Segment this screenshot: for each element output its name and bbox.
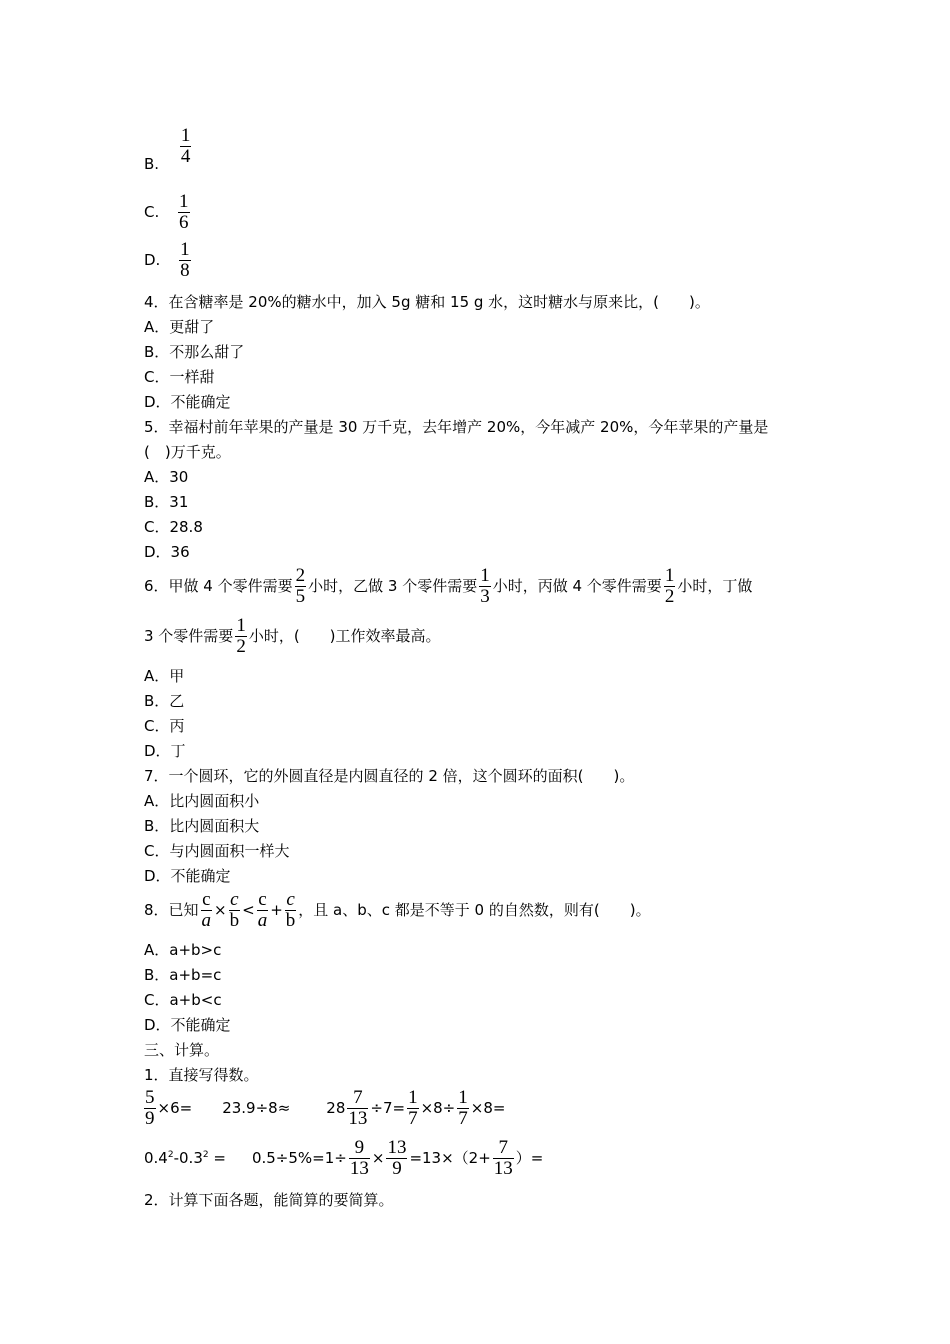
q4-option-d: D．不能确定: [144, 393, 231, 411]
q8-stem: [144, 890, 651, 931]
q6-stem-line1: [144, 566, 752, 607]
superscript: 2: [202, 1150, 209, 1160]
fraction: $\frac{1}{6}$: [179, 191, 189, 233]
q6-text: 小时，丁做: [677, 577, 753, 595]
option-label: C.: [144, 203, 160, 221]
fraction: $\frac{1}{3}$: [480, 565, 490, 607]
fraction: $\frac{c}{a}$: [257, 889, 268, 931]
calc-text: 28: [326, 1099, 346, 1117]
operator: +: [270, 901, 283, 919]
calc-row-2: [144, 1138, 543, 1179]
q5-option-c: C．28.8: [144, 518, 203, 536]
calc-text: 0.4: [144, 1149, 168, 1167]
option-label: D.: [144, 251, 161, 269]
fraction: $\frac{1}{2}$: [664, 565, 675, 607]
q8-text: ，且 a、b、c 都是不等于 0 的自然数，则有( )。: [298, 901, 651, 919]
calc-text: ）=: [515, 1149, 544, 1167]
q7-stem: 7．一个圆环，它的外圆直径是内圆直径的 2 倍，这个圆环的面积( )。: [144, 767, 635, 785]
q6-text: 小时，丙做 4 个零件需要: [492, 577, 662, 595]
calc-text: 0.5÷5%=1÷: [251, 1149, 347, 1167]
fraction: $\frac{1}{8}$: [180, 239, 190, 281]
fraction: $\frac{7}{13}$: [348, 1087, 368, 1129]
q8-option-a: A．a+b>c: [144, 941, 222, 959]
fraction: $\frac{7}{13}$: [493, 1137, 513, 1179]
section-heading: 三、计算。: [144, 1041, 220, 1059]
operator: <: [242, 901, 255, 919]
q7-option-b: B．比内圆面积大: [144, 817, 260, 835]
q6-text: 6．甲做 4 个零件需要: [144, 577, 293, 595]
q6-option-c: C．丙: [144, 717, 185, 735]
calc-text: ×: [371, 1149, 385, 1167]
calc-text: -0.3: [173, 1149, 203, 1167]
fraction: $\frac{c}{b}$: [229, 889, 240, 931]
q6-stem-line2: [144, 616, 441, 657]
q4-option-a: A．更甜了: [144, 318, 215, 336]
q5-option-b: B．31: [144, 493, 189, 511]
fraction: $\frac{1}{2}$: [236, 615, 246, 657]
q7-option-d: D．不能确定: [144, 867, 231, 885]
q6-text: 小时，乙做 3 个零件需要: [308, 577, 478, 595]
q3-option-d: [144, 240, 193, 281]
q4-option-b: B．不那么甜了: [144, 343, 245, 361]
q5-option-a: A．30: [144, 468, 189, 486]
calc-text: ×6=: [157, 1099, 193, 1117]
q4-option-c: C．一样甜: [144, 368, 215, 386]
q5-stem-line1: 5．幸福村前年苹果的产量是 30 万千克，去年增产 20%，今年减产 20%，今年苹果的产量是: [144, 418, 769, 436]
calc-text: =13×（2+: [409, 1149, 491, 1167]
fraction: $\frac{c}{a}$: [201, 889, 212, 931]
fraction: $\frac{1}{4}$: [180, 125, 191, 167]
q5-stem-line2: ( )万千克。: [144, 443, 231, 461]
fraction: $\frac{c}{b}$: [285, 889, 296, 931]
q7-option-a: A．比内圆面积小: [144, 792, 260, 810]
option-label: B.: [144, 155, 160, 173]
q5-option-d: D．36: [144, 543, 190, 561]
q6-text: 3 个零件需要: [144, 627, 234, 645]
fraction: $\frac{5}{9}$: [145, 1087, 155, 1129]
q8-text: 8．已知: [144, 901, 199, 919]
fraction: $\frac{2}{5}$: [295, 565, 306, 607]
q3-option-b: [144, 126, 193, 174]
calc-text: =: [208, 1149, 226, 1167]
calc-text: ×8÷: [420, 1099, 456, 1117]
fraction: $\frac{1}{7}$: [458, 1087, 468, 1129]
subsection-1-title: 1．直接写得数。: [144, 1066, 259, 1084]
subsection-2-title: 2．计算下面各题，能简算的要简算。: [144, 1191, 394, 1209]
q4-stem: 4．在含糖率是 20%的糖水中，加入 5g 糖和 15 g 水，这时糖水与原来比，( )。: [144, 293, 710, 311]
operator: ×: [214, 901, 227, 919]
q3-option-c: [144, 192, 192, 233]
calc-text: ÷7=: [370, 1099, 406, 1117]
fraction: $\frac{1}{7}$: [408, 1087, 418, 1129]
superscript: 2: [167, 1150, 174, 1160]
q8-option-b: B．a+b=c: [144, 966, 222, 984]
q8-option-d: D．不能确定: [144, 1016, 231, 1034]
q6-option-a: A．甲: [144, 667, 185, 685]
calc-row-1: [144, 1088, 505, 1129]
q7-option-c: C．与内圆面积一样大: [144, 842, 290, 860]
q6-option-d: D．丁: [144, 742, 186, 760]
q6-text: 小时，( )工作效率最高。: [248, 627, 441, 645]
q8-option-c: C．a+b<c: [144, 991, 222, 1009]
fraction: $\frac{9}{13}$: [349, 1137, 369, 1179]
calc-text: ×8=: [470, 1099, 506, 1117]
fraction: $\frac{13}{9}$: [387, 1137, 407, 1179]
calc-text: 23.9÷8≈: [222, 1099, 291, 1117]
q6-option-b: B．乙: [144, 692, 185, 710]
